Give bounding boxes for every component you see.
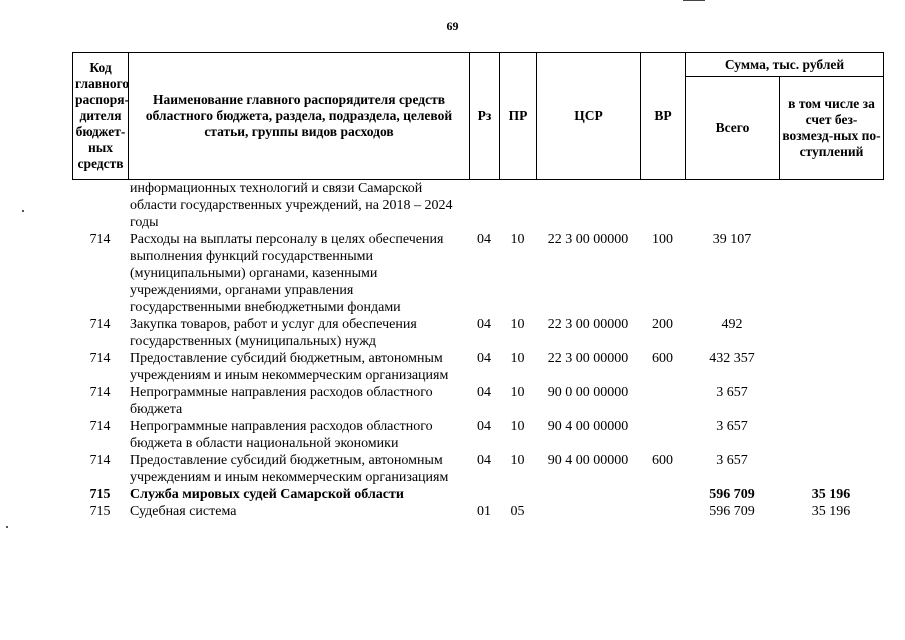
row-name: Непрограммные направления расходов областного бюджета xyxy=(130,385,433,417)
table-row xyxy=(72,503,883,520)
row-code: 714 xyxy=(89,317,111,332)
row-name: информационных технологий и связи Самарской области государственных учреждений, на 2018 – 2024 годы xyxy=(130,181,453,230)
row-csr xyxy=(536,180,640,231)
row-code: 715 xyxy=(89,487,111,502)
row-rz: 04 xyxy=(477,232,491,247)
row-pr xyxy=(499,486,536,503)
row-vr xyxy=(640,384,685,418)
row-vr: 200 xyxy=(652,317,673,332)
row-rz xyxy=(469,486,499,503)
row-rz: 04 xyxy=(477,317,491,332)
row-rz xyxy=(469,180,499,231)
scan-mark xyxy=(683,0,705,1)
row-csr: 90 4 00 00000 xyxy=(547,453,629,468)
row-vr xyxy=(640,486,685,503)
row-total: 492 xyxy=(721,317,743,332)
table-row xyxy=(72,316,883,350)
row-incl xyxy=(779,384,883,418)
row-total: 39 107 xyxy=(712,232,752,247)
row-total: 596 709 xyxy=(709,504,755,519)
row-incl xyxy=(779,418,883,452)
row-code xyxy=(72,180,128,231)
row-total: 432 357 xyxy=(709,351,755,366)
header-vr: ВР xyxy=(641,53,686,180)
row-rz: 01 xyxy=(477,504,491,519)
row-vr xyxy=(640,418,685,452)
row-name: Непрограммные направления расходов областного бюджета в области национальной экономики xyxy=(130,419,433,451)
row-csr: 90 0 00 00000 xyxy=(547,385,629,400)
row-pr: 10 xyxy=(510,351,525,366)
page-number: 69 xyxy=(446,19,459,33)
row-incl xyxy=(779,350,883,384)
header-sum: Сумма, тыс. рублей xyxy=(686,53,884,77)
row-code: 714 xyxy=(89,385,111,400)
row-name: Предоставление субсидий бюджетным, автономным учреждениям и иным некоммерческим организациям xyxy=(130,453,449,485)
header-code: Код главного распоря-дителя бюджет-ных средств xyxy=(73,53,129,180)
table-row xyxy=(72,384,883,418)
table-row xyxy=(72,350,883,384)
row-pr xyxy=(499,180,536,231)
scan-speck xyxy=(22,210,24,212)
row-csr xyxy=(536,503,640,520)
table-row xyxy=(72,231,883,316)
row-name: Судебная система xyxy=(130,504,237,519)
row-code: 714 xyxy=(89,232,111,247)
row-pr: 10 xyxy=(510,317,525,332)
row-csr: 22 3 00 00000 xyxy=(547,232,629,247)
row-total: 3 657 xyxy=(716,385,748,400)
row-vr: 600 xyxy=(652,351,673,366)
row-rz: 04 xyxy=(477,385,491,400)
row-pr: 05 xyxy=(510,504,525,519)
row-incl xyxy=(779,231,883,316)
table-row xyxy=(72,452,883,486)
row-code: 714 xyxy=(89,351,111,366)
header-csr: ЦСР xyxy=(537,53,641,180)
row-name: Служба мировых судей Самарской области xyxy=(130,487,404,502)
header-incl: в том числе за счет без-возмезд-ных по-ступлений xyxy=(780,77,884,180)
header-total: Всего xyxy=(686,77,780,180)
header-rz: Рз xyxy=(470,53,500,180)
row-incl xyxy=(779,316,883,350)
row-code: 714 xyxy=(89,453,111,468)
row-pr: 10 xyxy=(510,453,525,468)
header-pr: ПР xyxy=(500,53,537,180)
row-vr: 600 xyxy=(652,453,673,468)
row-rz: 04 xyxy=(477,351,491,366)
row-incl xyxy=(779,452,883,486)
row-total xyxy=(685,180,779,231)
row-vr: 100 xyxy=(652,232,673,247)
row-csr: 22 3 00 00000 xyxy=(547,317,629,332)
table-header xyxy=(72,52,884,180)
row-pr: 10 xyxy=(510,419,525,434)
table-row xyxy=(72,486,883,503)
row-incl: 35 196 xyxy=(811,504,851,519)
row-csr xyxy=(536,486,640,503)
row-incl: 35 196 xyxy=(811,487,851,502)
row-incl xyxy=(779,180,883,231)
row-rz: 04 xyxy=(477,453,491,468)
row-name: Расходы на выплаты персоналу в целях обеспечения выполнения функций государственными (муниципальными) органами, казенными учреждениями, органами управления государственными внебюджетными фондами xyxy=(130,232,444,315)
row-total: 3 657 xyxy=(716,453,748,468)
row-pr: 10 xyxy=(510,385,525,400)
row-total: 3 657 xyxy=(716,419,748,434)
row-total: 596 709 xyxy=(709,487,755,502)
row-vr xyxy=(640,180,685,231)
row-rz: 04 xyxy=(477,419,491,434)
header-name: Наименование главного распорядителя средств областного бюджета, раздела, подраздела, целевой статьи, группы видов расходов xyxy=(129,53,470,180)
budget-table xyxy=(72,180,883,520)
row-csr: 90 4 00 00000 xyxy=(547,419,629,434)
row-code: 714 xyxy=(89,419,111,434)
row-csr: 22 3 00 00000 xyxy=(547,351,629,366)
row-pr: 10 xyxy=(510,232,525,247)
row-name: Предоставление субсидий бюджетным, автономным учреждениям и иным некоммерческим организациям xyxy=(130,351,449,383)
table-row xyxy=(72,418,883,452)
table-row xyxy=(72,180,883,231)
row-code: 715 xyxy=(89,504,111,519)
row-name: Закупка товаров, работ и услуг для обеспечения государственных (муниципальных) нужд xyxy=(130,317,417,349)
row-vr xyxy=(640,503,685,520)
scan-speck xyxy=(6,526,8,528)
